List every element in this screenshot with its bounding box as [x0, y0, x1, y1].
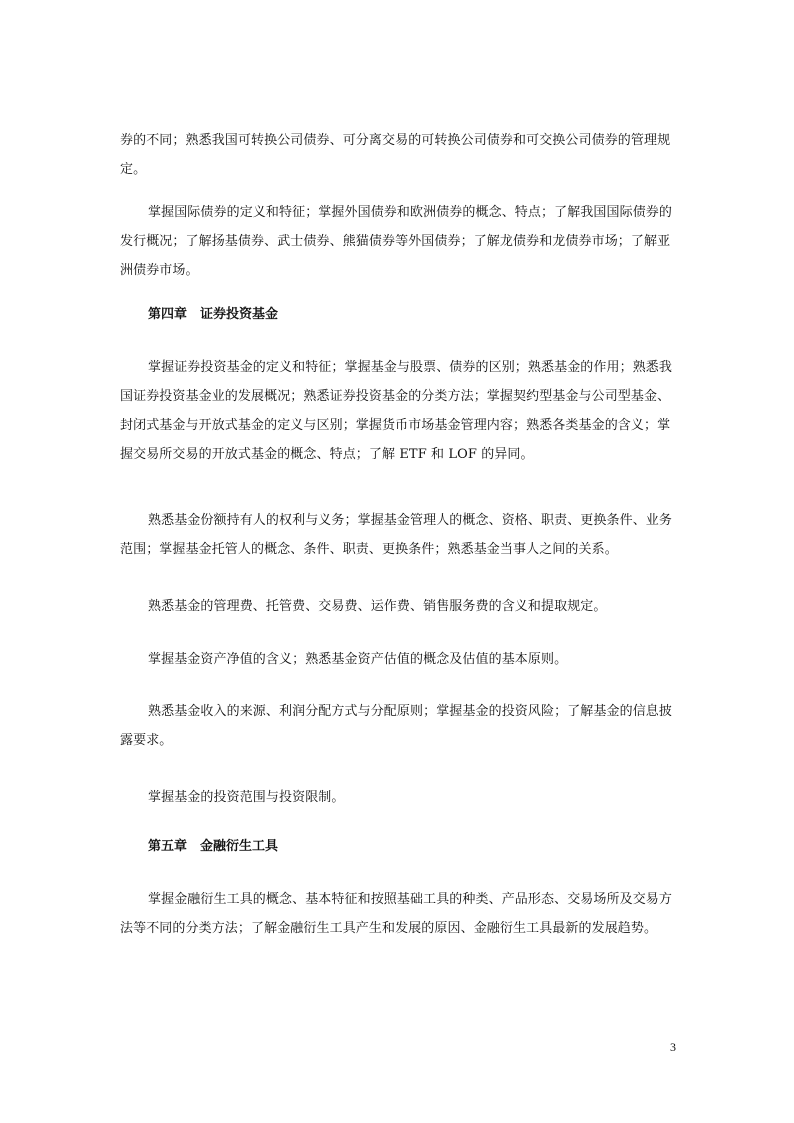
paragraph-fund-parties	[120, 506, 676, 564]
chapter-4-heading: 第四章 证券投资基金	[148, 307, 279, 322]
text-line: 发行概况；了解扬基债券、武士债券、熊猫债券等外国债券；了解龙债券和龙债券市场；了解亚	[120, 234, 671, 249]
text-line: 掌握证券投资基金的定义和特征；掌握基金与股票、债券的区别；熟悉基金的作用；熟悉我	[148, 360, 673, 375]
text-line: 掌握基金的投资范围与投资限制。	[148, 790, 345, 805]
text-line: 定。	[120, 162, 147, 177]
chapter-5-heading: 第五章 金融衍生工具	[148, 839, 279, 854]
text-line: 握交易所交易的开放式基金的概念、特点；了解 ETF 和 LOF 的异同。	[120, 447, 534, 462]
text-line: 法等不同的分类方法；了解金融衍生工具产生和发展的原因、金融衍生工具最新的发展趋势。	[120, 921, 658, 936]
page-number: 3	[670, 1040, 676, 1054]
paragraph-fund-definition	[120, 353, 676, 469]
text-line: 范围；掌握基金托管人的概念、条件、职责、更换条件；熟悉基金当事人之间的关系。	[120, 542, 618, 557]
text-line: 掌握国际债券的定义和特征；掌握外国债券和欧洲债券的概念、特点；了解我国国际债券的	[148, 205, 673, 220]
paragraph-derivatives	[120, 885, 676, 943]
text-line: 国证券投资基金业的发展概况；熟悉证券投资基金的分类方法；掌握契约型基金与公司型基金、	[120, 389, 671, 404]
text-line: 熟悉基金收入的来源、利润分配方式与分配原则；掌握基金的投资风险；了解基金的信息披	[148, 704, 673, 719]
paragraph-international-bonds	[120, 198, 676, 285]
text-line: 熟悉基金的管理费、托管费、交易费、运作费、销售服务费的含义和提取规定。	[148, 599, 607, 614]
text-line: 掌握金融衍生工具的概念、基本特征和按照基础工具的种类、产品形态、交易场所及交易方	[148, 892, 673, 907]
text-line: 露要求。	[120, 733, 173, 748]
text-line: 熟悉基金份额持有人的权利与义务；掌握基金管理人的概念、资格、职责、更换条件、业务	[148, 513, 673, 528]
paragraph-fund-income	[120, 697, 676, 755]
paragraph-fund-nav	[120, 645, 676, 674]
paragraph-fund-investment-scope	[120, 783, 676, 812]
text-line: 洲债券市场。	[120, 263, 199, 278]
text-line: 券的不同；熟悉我国可转换公司债券、可分离交易的可转换公司债券和可交换公司债券的管理规	[120, 133, 671, 148]
paragraph-bond-regulation	[120, 126, 676, 184]
text-line: 掌握基金资产净值的含义；熟悉基金资产估值的概念及估值的基本原则。	[148, 652, 568, 667]
text-line: 封闭式基金与开放式基金的定义与区别；掌握货币市场基金管理内容；熟悉各类基金的含义；掌	[120, 418, 671, 433]
paragraph-fund-fees	[120, 592, 676, 621]
